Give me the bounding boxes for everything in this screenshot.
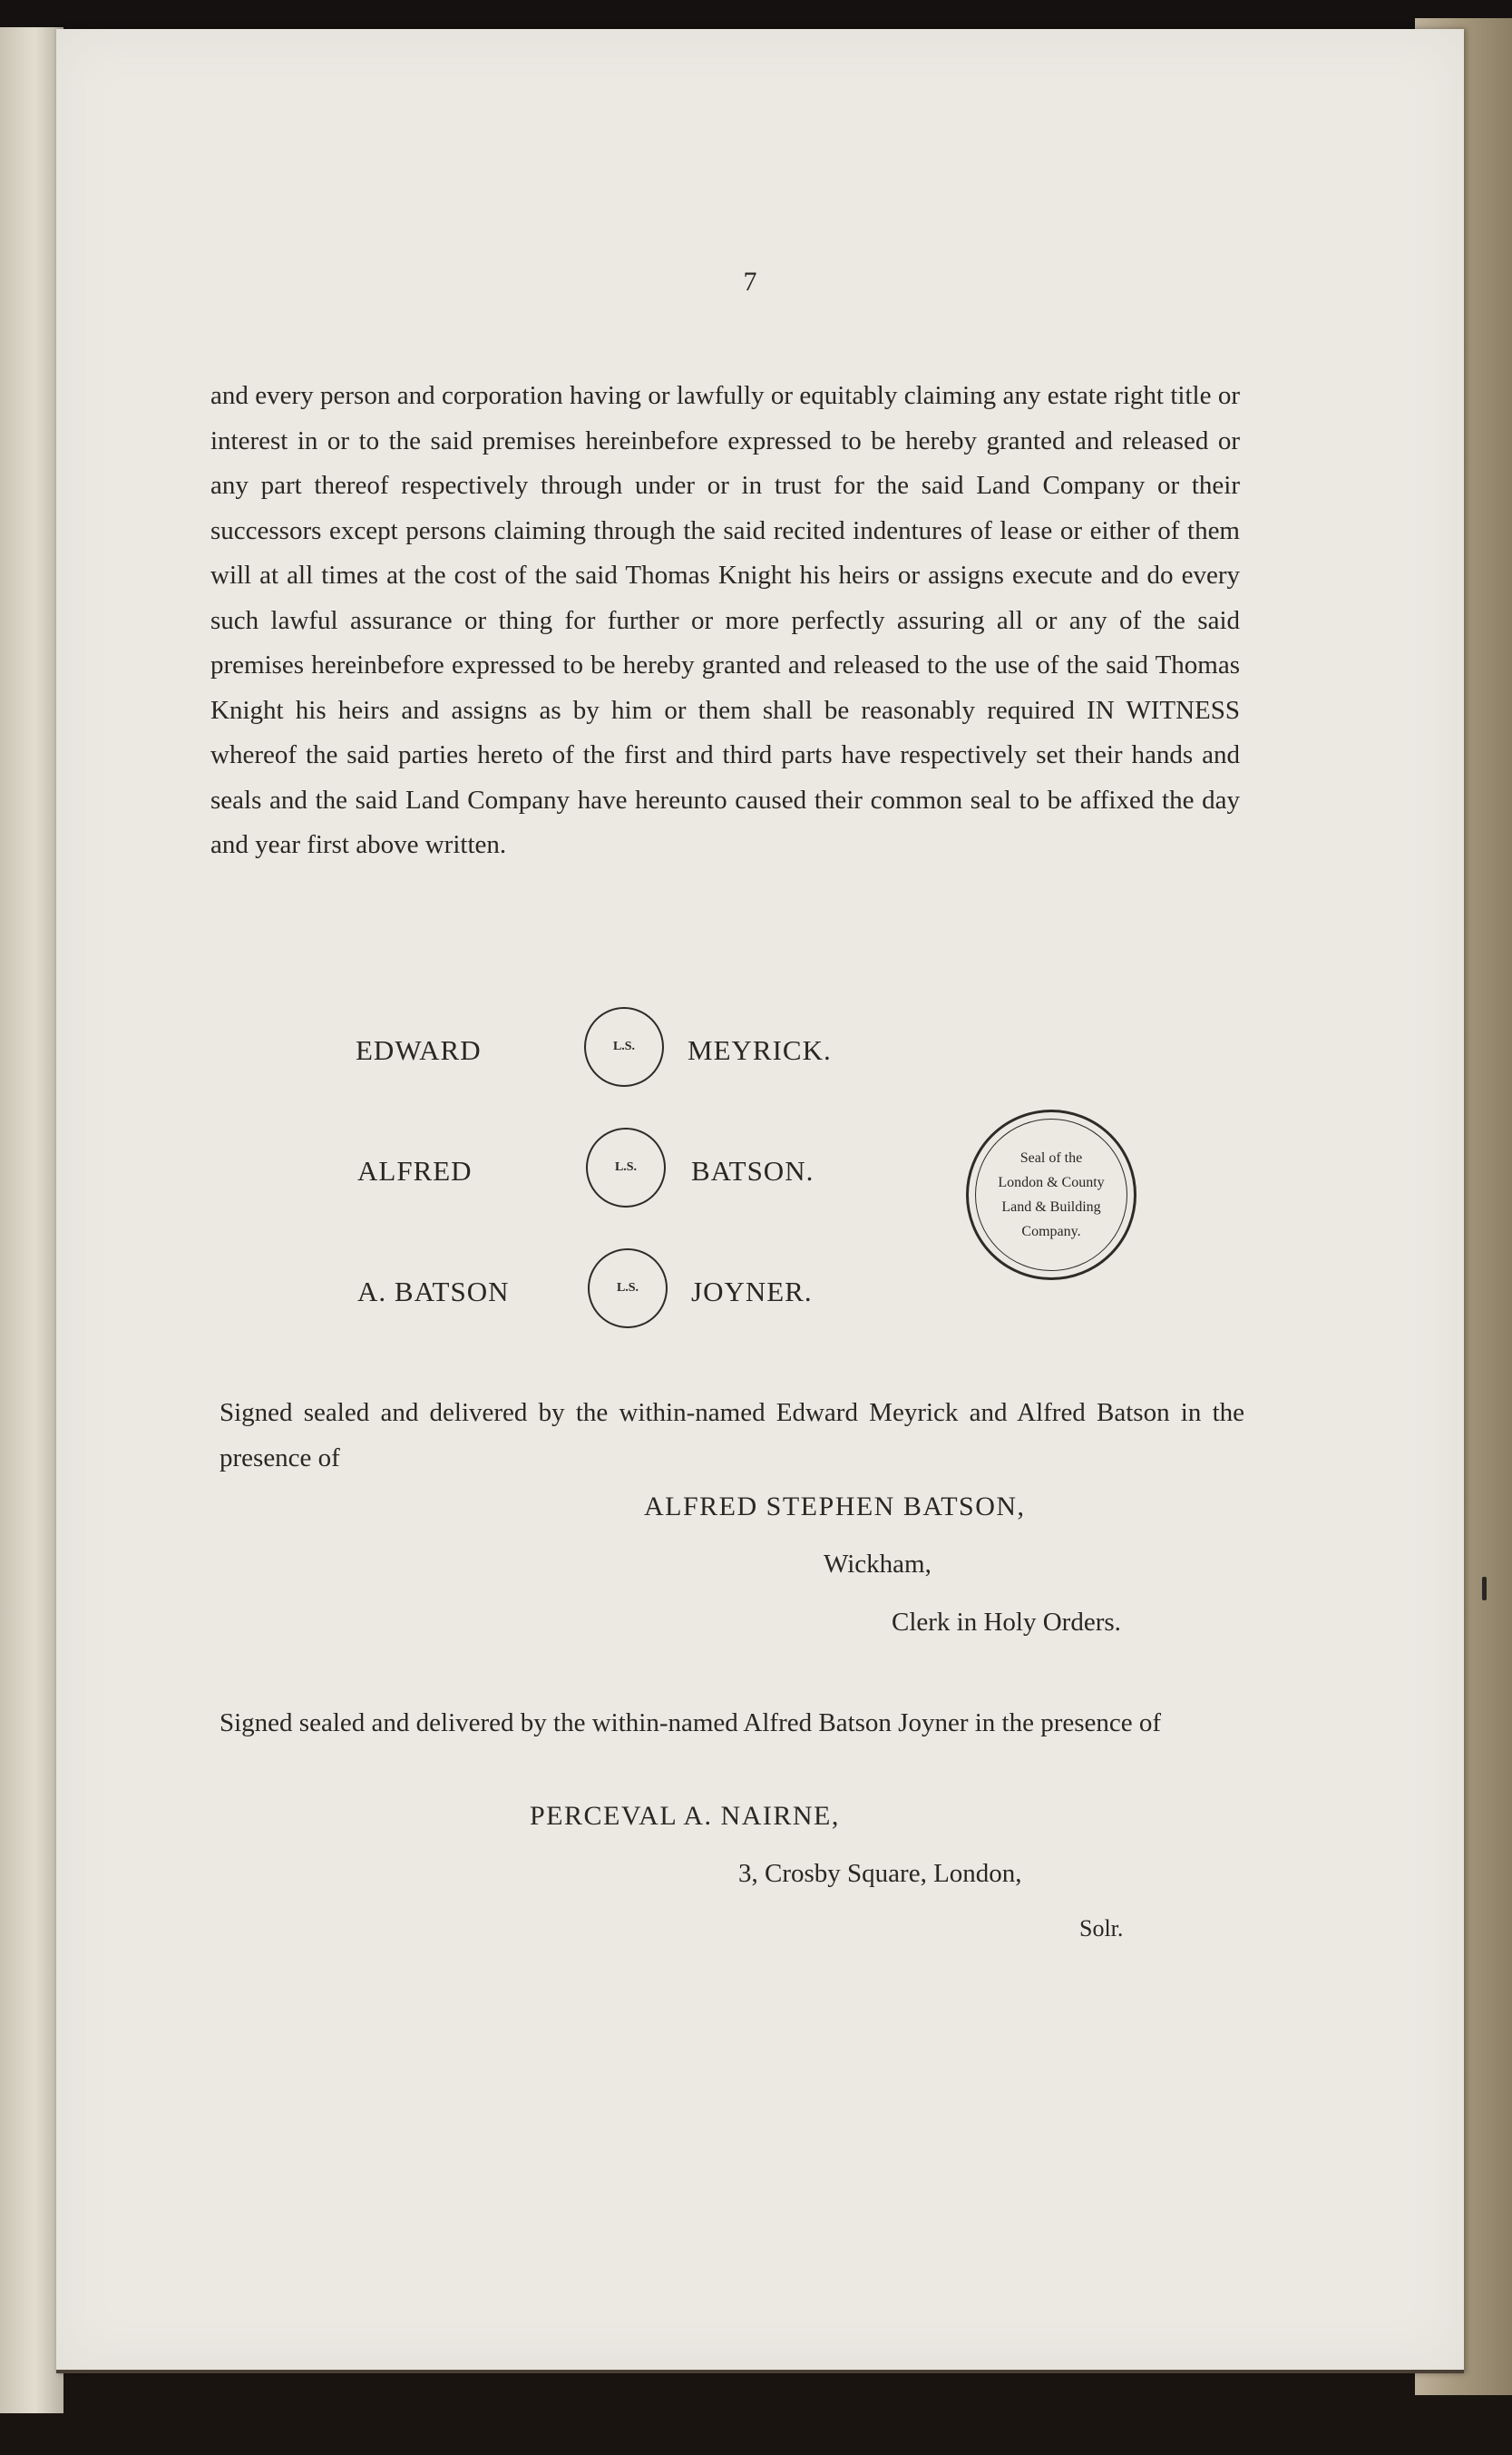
adjacent-page-edge <box>0 27 63 2413</box>
company-seal-text <box>975 1119 1127 1271</box>
company-seal-line: Land & Building <box>1001 1199 1101 1215</box>
signature-edward-meyrick <box>356 1007 863 1098</box>
witness-place-1: Wickham, <box>824 1550 932 1579</box>
company-seal <box>966 1110 1136 1280</box>
signature-last-name: BATSON. <box>691 1155 815 1187</box>
witness-clause-1: Signed sealed and delivered by the within-named Edward Meyrick and Alfred Batson in the presence of <box>219 1398 1244 1472</box>
signature-first-name: ALFRED <box>357 1155 473 1187</box>
signature-a-batson-joyner <box>357 1248 865 1339</box>
witness-address-2: 3, Crosby Square, London, <box>738 1859 1022 1888</box>
body-paragraph <box>210 374 1240 868</box>
ls-seal: L.S. <box>586 1128 666 1208</box>
signature-last-name: JOYNER. <box>691 1276 813 1307</box>
ls-seal: L.S. <box>584 1007 664 1087</box>
witness-title-1: Clerk in Holy Orders. <box>892 1608 1121 1637</box>
ls-seal: L.S. <box>588 1248 668 1328</box>
signature-first-name: A. BATSON <box>357 1276 510 1307</box>
company-seal-line: Seal of the <box>1019 1150 1083 1166</box>
company-seal-line: Company. <box>1021 1224 1081 1239</box>
witness-title-2: Solr. <box>1079 1915 1124 1942</box>
witness-name-2: PERCEVAL A. NAIRNE, <box>530 1801 840 1831</box>
document-page <box>56 29 1464 2373</box>
page-number: 7 <box>743 267 757 297</box>
signature-last-name: MEYRICK. <box>688 1034 832 1066</box>
ink-speck <box>1482 1577 1487 1600</box>
body-text: and every person and corporation having or lawfully or equitably claiming any estate right title or interest in or to the said premises hereinbefore expressed to be hereby granted and released or any part thereof respectively through under or in trust for the said Land Company or their successors except persons claiming through the said recited indentures of lease or either of them will at all times at the cost of the said Thomas Knight his heirs or assigns execute and do every such lawful assurance or thing for further or more perfectly assuring all or any of the said premises hereinbefore expressed to be hereby granted and released to the use of the said Thomas Knight his heirs and assigns as by him or them shall be reasonably required IN WITNESS whereof the said parties hereto of the first and third parts have respectively set their hands and seals and the said Land Company have hereunto caused their common seal to be affixed the day and year first above written. <box>210 381 1240 859</box>
witness-clause-2: Signed sealed and delivered by the within-named Alfred Batson Joyner in the presence of <box>219 1708 1162 1737</box>
signature-first-name: EDWARD <box>356 1034 482 1066</box>
signature-alfred-batson <box>357 1128 865 1218</box>
company-seal-line: London & County <box>998 1175 1105 1190</box>
witness-name-1: ALFRED STEPHEN BATSON, <box>644 1492 1026 1521</box>
